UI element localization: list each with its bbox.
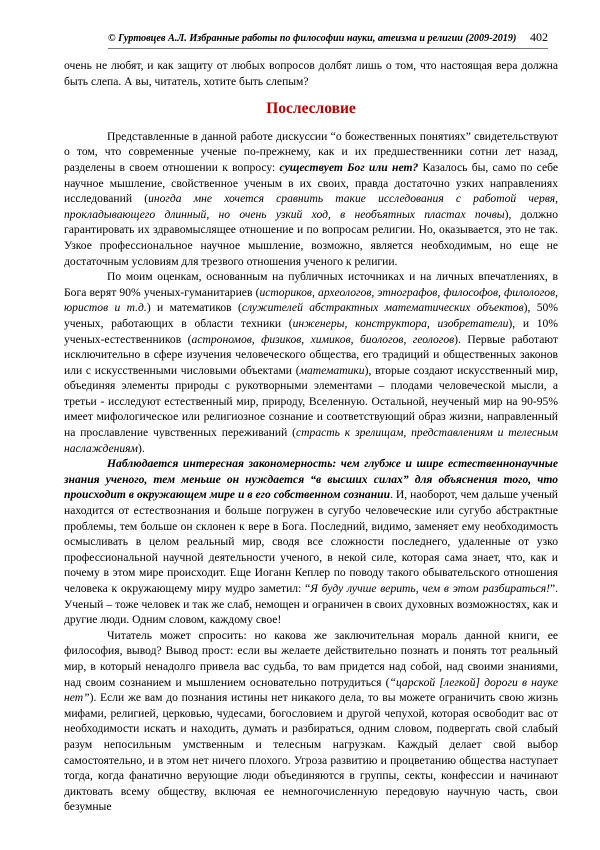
p2-run: ), 50% ученых, работающих в области техники (	[64, 301, 558, 330]
page-number: 402	[530, 30, 548, 44]
p3-run: Наблюдается интересная закономерность: чем глубже и шире естественнонаучные знания ученого, тем меньше он нуждается “в высших силах” для объяснения того, что происходит в окружающем мире и в его собственном сознании	[64, 457, 558, 502]
p2-run: астрономов, физиков, химиков, биологов, геологов	[191, 332, 455, 346]
paragraph-3	[64, 456, 558, 628]
p1-run: Представленные в данной работе дискуссии “о божественных понятиях” свидетельствуют о том, что современные ученые по-прежнему, как и их предшественники сотни лет назад, разделены в своем отношении к вопросу:	[64, 129, 558, 174]
paragraph-4	[64, 628, 558, 815]
p2-run: страсть к зрелищам, представлениям и телесным наслаждениям	[64, 426, 558, 455]
intro-paragraph: очень не любят, и как защиту от любых вопросов долбят лишь о том, что настоящая вера должна быть слепа. А вы, читатель, хотите быть слепым?	[64, 59, 558, 88]
p3-run: . И, наоборот, чем дальше ученый находится от естествознания и больше погружен в сугубо человеческие или сугубо абстрактные проблемы, тем больше он склонен к вере в Бога. Последний, видимо, заменяет ему необходимость осмысливать в целом реальный мир, сводя все сложности последнего, удаленные от узко профессиональной научной деятельности ученого, в некой силе, которая сама знает, что, как и почему в этом мире происходит. Еще Иоганн Кеплер по поводу такого обывательского отношения человека к окружающему миру мудро заметил: “	[64, 488, 559, 595]
p1-run: существует Бог или нет?	[279, 160, 419, 174]
p2-run: историков, археологов, этнографов, философов, филологов, юристов и т.д.	[64, 285, 559, 315]
p2-run: ), вторые создают искусственный мир, объединяя элементы природы с рукотворными элементами – плодами человеческой мысли, а третьи - исследуют естественный мир, природу, Вселенную. Остальной, неученый мир на 90-95% имеет мифологическое или религиозное сознание и соответствующий образ жизни, направленный на прославление чувственных переживаний (	[64, 363, 558, 440]
p4-run: “царской [легкой] дороги в науке нет”	[64, 675, 558, 705]
paragraph-1	[64, 129, 558, 269]
p2-run: ) и математиков (	[146, 301, 242, 315]
p3-run: Я буду лучше верить, чем в этом разбираться!	[310, 582, 550, 595]
p2-run: инженеры, конструктора, изобретатели	[292, 316, 509, 330]
running-header	[108, 30, 548, 49]
header-citation: © Гуртовцев А.Л. Избранные работы по философии науки, атеизма и религии (2009-2019)	[108, 33, 517, 44]
p2-run: ). Первые работают исключительно в сфере изучения человеческого общества, его традиций и общественных законов или с искусственными числовыми объектами (	[64, 332, 558, 377]
section-title: Послесловие	[266, 100, 356, 118]
p1-run: иногда мне хочется сравнить такие исследования с работой червя, прокладывающего длинный, но очень узкий ход, в необъятных пластах почвы	[64, 192, 558, 221]
p2-run: ), и 10% ученых-естественников (	[64, 316, 559, 346]
p2-run: математики	[299, 363, 365, 377]
p1-run: Казалось бы, само по себе научное мышление, свойственное ученым в их своих, правда достаточно узких направлениях исследований (	[64, 160, 558, 206]
p2-run: служителей абстрактных математических объектов	[241, 301, 524, 315]
p1-run: ), должно гарантировать их здравомыслящее отношение и по вопросам религии. Но, оказывается, это не так. Узкое профессиональное научное мышление, возможно, является необходимым, но еще не достаточным условиям для трезвого отношения ученого к религии.	[64, 207, 559, 268]
paragraph-2	[64, 269, 558, 456]
page-body	[64, 58, 558, 815]
p2-run: По моим оценкам, основанным на публичных источниках и на личных впечатлениях, в Бога верят 90% ученых-гуманитариев (	[64, 270, 558, 299]
p4-run: Читатель может спросить: но какова же заключительная мораль данной книги, ее философия, вывод? Вывод прост: если вы желаете действительно познать и понять тот реальный мир, в который ненадолго привела вас судьба, то вам придется над собой, над своими знаниями, над своим сознанием и мышлением основательно потрудиться (	[64, 628, 558, 689]
p4-run: ). Если же вам до познания истины нет никакого дела, то вы можете ограничить свою жизнь мифами, религией, церковью, чудесами, богословием и другой чепухой, которая освободит вас от необходимости искать и находить, думать и разбираться, одним словом, подвергать свой слабый разум непосильным умственным и телесным нагрузкам. Каждый делает свой выбор самостоятельно, и в этом нет ничего плохого. Угроза развитию и процветанию общества наступает тогда, когда фанатично верующие люди объединяются в группы, секты, конфессии и начинают диктовать всему обществу, включая ее немногочисленную передовую научную часть, свои безумные	[64, 691, 558, 814]
p3-run: ”. Ученый – тоже человек и так же слаб, немощен и ограничен в своих духовных возможностях, как и другие люди. Одним словом, каждому свое!	[64, 582, 558, 627]
p2-run: ).	[137, 441, 145, 455]
